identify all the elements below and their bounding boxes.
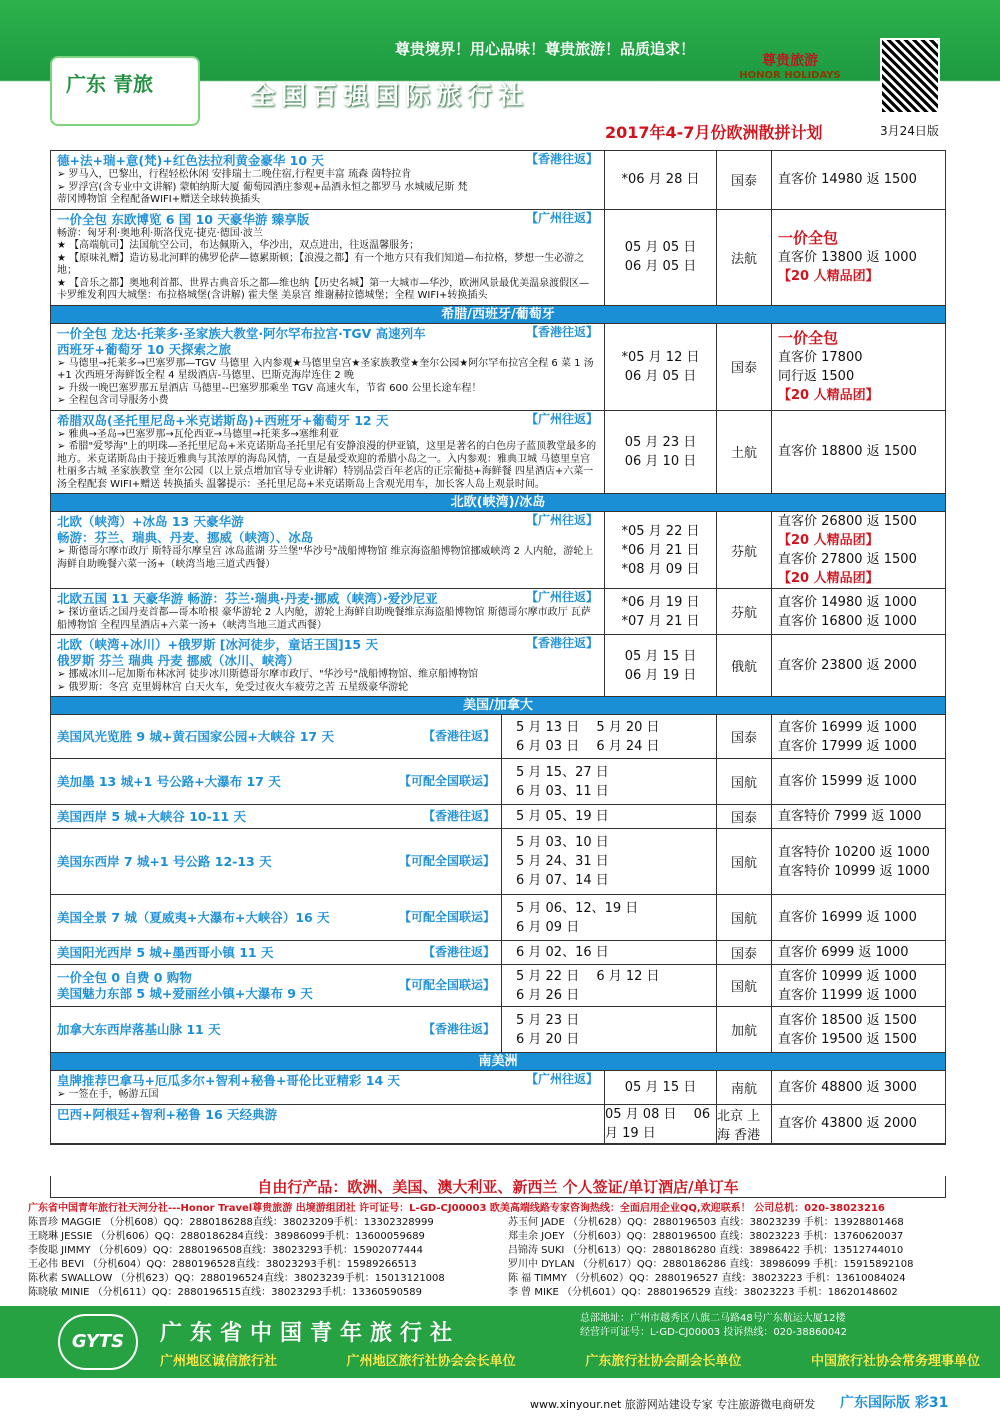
price-item: 【20 人精品团】 bbox=[778, 268, 879, 284]
price-item: 直客价 6999 返 1000 bbox=[778, 945, 909, 960]
tour-description bbox=[51, 941, 501, 964]
website-line: www.xinyour.net 旅游网站建设专家 专注旅游微电商研发 bbox=[530, 1398, 816, 1411]
tour-row bbox=[51, 759, 945, 805]
contact-right: 罗川中 DYLAN （分机617）QQ：2880186286 直线：38986099 手机：15915892108 bbox=[508, 1259, 914, 1270]
tour-row bbox=[51, 512, 945, 589]
section-south-america: 南美洲 bbox=[51, 1053, 945, 1071]
price-block bbox=[771, 895, 945, 940]
tour-description bbox=[51, 635, 604, 696]
tour-table bbox=[50, 150, 946, 1145]
tour-subtitle: 俄罗斯 芬兰 瑞典 丹麦 挪威（冰川、峡湾） bbox=[57, 653, 300, 668]
price-item: 直客价 11999 返 1000 bbox=[778, 987, 917, 1003]
date-item: 6 月 03 日 6 月 24 日 bbox=[516, 738, 660, 754]
price-item: 直客价 16999 返 1000 bbox=[778, 719, 917, 735]
qr-code bbox=[880, 38, 940, 114]
price-item: 【20 人精品团】 bbox=[778, 387, 879, 403]
departure-dates bbox=[604, 1105, 716, 1143]
date-item: *07 月 21 日 bbox=[621, 613, 700, 629]
tour-description bbox=[51, 210, 604, 305]
tour-detail-line: ➢ 俄罗斯：冬宫 克里姆林宫 白天火车，免受过夜火车疲劳之苦 五星级豪华游轮 bbox=[57, 681, 409, 693]
tour-route: 【香港往返】 bbox=[525, 636, 598, 650]
departure-dates bbox=[604, 151, 716, 209]
tour-note: ➢ 一签在手，畅游五国 bbox=[57, 1089, 159, 1100]
departure-dates bbox=[604, 210, 716, 305]
tour-row bbox=[51, 324, 945, 411]
contacts-header: 广东省中国青年旅行社天河分社---Honor Travel尊贵旅游 出境游组团社 许可证号：L-GD-CJ00003 欧美高端线路专家咨询热线：全面启用企业QQ,欢迎联系！ 公司总机：020-38023216 bbox=[28, 1203, 885, 1214]
tour-route: 【香港往返】 bbox=[422, 729, 495, 744]
tour-route: 【香港往返】 bbox=[422, 809, 495, 824]
airline: 南航 bbox=[716, 1071, 771, 1104]
tour-route: 【可配全国联运】 bbox=[398, 978, 495, 993]
price-item: 直客价 16800 返 1000 bbox=[778, 613, 917, 629]
departure-dates bbox=[604, 635, 716, 696]
gdcyts-logo: 广东 青旅 bbox=[50, 56, 200, 126]
tour-route: 【广州往返】 bbox=[525, 513, 598, 527]
date-item: 6 月 09 日 bbox=[516, 919, 580, 935]
section-usa: 美国/加拿大 bbox=[51, 697, 945, 715]
airline: 国泰 bbox=[716, 715, 771, 758]
price-item: 【20 人精品团】 bbox=[778, 571, 879, 586]
tour-detail-line: ➢ 雅典→圣岛→巴塞罗那→瓦伦西亚→马德里→托莱多→塞维利亚 bbox=[57, 428, 339, 440]
contact-right: 郑圭余 JOEY （分机603）QQ：2880196500 直线：38023223 手机：13760620037 bbox=[508, 1231, 904, 1242]
price-item: 直客价 16999 返 1000 bbox=[778, 910, 917, 925]
tour-route: 【广州往返】 bbox=[525, 590, 598, 604]
banner-title: 全国百强国际旅行社 bbox=[250, 81, 530, 110]
price-block bbox=[771, 941, 945, 964]
departure-dates bbox=[501, 715, 716, 758]
bottom-bar bbox=[0, 1390, 1000, 1418]
address-line: 总部地址：广州市越秀区八旗二马路48号广东航运大厦12楼 bbox=[580, 1313, 846, 1324]
tour-detail-line: ★ 【高端航司】法国航空公司，布达佩斯入，华沙出，双点进出，往返温馨服务； bbox=[57, 240, 420, 251]
price-item: 直客价 13800 返 1000 bbox=[778, 249, 917, 265]
association-item: 广州地区诚信旅行社 bbox=[160, 1354, 278, 1369]
date-item: 05 月 23 日 bbox=[624, 434, 697, 450]
date-item: 5 月 15、27 日 bbox=[516, 764, 609, 780]
tour-detail-line: ➢ 罗浮宫(含专业中文讲解) 蒙帕纳斯大厦 葡萄园酒庄参观+品酒永恒之都罗马 水城威尼斯 梵 bbox=[57, 181, 468, 193]
date-item: 5 月 23 日 bbox=[516, 1012, 580, 1028]
tour-route: 【香港往返】 bbox=[422, 1022, 495, 1037]
contact-right: 李 曾 MIKE （分机601）QQ：2880196529 直线：38023223 手机：18620148602 bbox=[508, 1287, 898, 1298]
contact-left: 陈晓敏 MINIE （分机611）QQ：2880196515直线：38023293手机：13360590589 bbox=[28, 1287, 423, 1298]
airline: 俄航 bbox=[716, 635, 771, 696]
tour-title: 北欧五国 11 天豪华游 畅游：芬兰·瑞典·丹麦·挪威（峡湾）·爱沙尼亚 bbox=[57, 591, 438, 606]
date-item: 05 月 08 日 06 月 19 日 bbox=[605, 1106, 711, 1141]
contact-left: 王晓琳 JESSIE （分机606）QQ：2880186284直线：38986099手机：13600059689 bbox=[28, 1231, 425, 1242]
date-item: 6 月 07、14 日 bbox=[516, 873, 609, 888]
price-block bbox=[771, 411, 945, 494]
price-block bbox=[771, 635, 945, 696]
section-greece: 希腊/西班牙/葡萄牙 bbox=[51, 306, 945, 324]
tour-detail-line: ➢ 全程包含司导服务小费 bbox=[57, 395, 169, 406]
tour-detail-line: ➢ 希腊"爱琴海"上的明珠—圣托里尼岛+米克诺斯岛圣托里尼有安静浪漫的伊亚镇，这里是著名的白色房子蓝顶教堂最多的地方。米克诺斯岛由于接近雅典与其浓厚的海岛风情，一直是最受欢迎的希腊小岛之一。入内参观：雅典卫城 马德里皇宫 杜丽多古城 圣家族教堂 奎尔公园（以上景点增加官导专业讲解）特别品尝百年老店的正宗葡挞+海鲜餐 四星酒店+六菜一汤全程配套 WIFI+赠送 转换插头 温馨提示：圣托里尼岛+米克诺斯岛上含观光用车，加长客人岛上观景时间。 bbox=[57, 441, 597, 490]
tour-description bbox=[51, 1071, 604, 1104]
section-nordic: 北欧(峡湾)/冰岛 bbox=[51, 494, 945, 512]
airline: 芬航 bbox=[716, 512, 771, 588]
honor-en: HONOR HOLIDAYS bbox=[739, 70, 841, 81]
tour-subtitle: 西班牙+葡萄牙 10 天探索之旅 bbox=[57, 341, 232, 357]
tour-route: 【香港往返】 bbox=[525, 324, 598, 339]
tour-title: 德+法+瑞+意(梵)+红色法拉利黄金豪华 10 天 bbox=[57, 153, 324, 168]
tour-row bbox=[51, 965, 945, 1007]
airline: 国航 bbox=[716, 895, 771, 940]
date-item: 6 月 03、11 日 bbox=[516, 783, 609, 799]
date-item: *05 月 22 日 bbox=[621, 523, 700, 539]
tour-title: 北欧（峡湾+冰川）+俄罗斯 [冰河徒步，童话王国]15 天 bbox=[57, 637, 378, 652]
tour-description bbox=[51, 805, 501, 828]
tour-detail-line: ★ 【音乐之都】奥地利首都、世界古典音乐之都—维也纳【历史名城】第一大城市—华沙，欧洲风景最优美温泉渡假区—卡罗维发利四大城堡：布拉格城堡(含讲解) 霍夫堡 美泉宫 维谢赫拉德城堡；全程 WIFI+转换插头 bbox=[57, 277, 590, 301]
tour-description bbox=[51, 1007, 501, 1052]
departure-dates bbox=[604, 411, 716, 494]
price-item: 直客价 48800 返 3000 bbox=[778, 1079, 917, 1095]
tour-description bbox=[51, 895, 501, 940]
price-item: 直客价 14980 返 1500 bbox=[778, 172, 917, 188]
tour-route: 【可配全国联运】 bbox=[398, 910, 495, 925]
tour-row bbox=[51, 589, 945, 635]
contact-right: 苏玉何 JADE （分机628）QQ：2880196503 直线：38023239 手机：13928801468 bbox=[508, 1217, 904, 1228]
tour-title: 美国风光览胜 9 城+黄石国家公园+大峡谷 17 天 bbox=[57, 728, 334, 744]
airline: 芬航 bbox=[716, 589, 771, 634]
date-item: 6 月 26 日 bbox=[516, 987, 580, 1003]
tour-title: 一价全包 东欧博览 6 国 10 天豪华游 臻享版 bbox=[57, 211, 310, 227]
tour-route: 【广州往返】 bbox=[525, 411, 598, 426]
tour-description bbox=[51, 829, 501, 894]
license-line: 经营许可证号：L-GD-CJ00003 投诉热线：020-38860042 bbox=[580, 1327, 847, 1338]
departure-dates bbox=[604, 1071, 716, 1104]
airline: 土航 bbox=[716, 411, 771, 494]
tour-description bbox=[51, 589, 604, 634]
price-item: 直客价 27800 返 1500 bbox=[778, 552, 917, 567]
airline: 国泰 bbox=[716, 941, 771, 964]
departure-dates bbox=[604, 512, 716, 588]
price-block bbox=[771, 151, 945, 209]
date-item: 6 月 20 日 bbox=[516, 1031, 580, 1047]
tour-description bbox=[51, 411, 604, 494]
contact-left: 陈秋素 SWALLOW （分机623）QQ：2880196524直线：38023239手机：15013121008 bbox=[28, 1273, 445, 1284]
tour-detail-line: ➢ 升级一晚巴塞罗那五星酒店 马德里--巴塞罗那乘坐 TGV 高速火车，节省 600 公里长途车程！ bbox=[57, 382, 482, 394]
date-item: 5 月 03、10 日 bbox=[516, 835, 609, 850]
price-block bbox=[771, 324, 945, 410]
honor-cn: 尊贵旅游 bbox=[762, 53, 818, 69]
departure-dates bbox=[501, 941, 716, 964]
airline: 国泰 bbox=[716, 151, 771, 209]
tour-row bbox=[51, 829, 945, 895]
tour-title: 加拿大东西岸落基山脉 11 天 bbox=[57, 1021, 221, 1037]
tour-row bbox=[51, 151, 945, 210]
price-block bbox=[771, 1071, 945, 1104]
tour-row bbox=[51, 941, 945, 965]
price-item: 直客特价 10200 返 1000 bbox=[778, 844, 930, 860]
price-block bbox=[771, 829, 945, 894]
version-label: 3月24日版 bbox=[880, 124, 939, 138]
departure-dates bbox=[604, 324, 716, 410]
date-item: 05 月 05 日 bbox=[624, 240, 697, 255]
tour-row bbox=[51, 210, 945, 306]
contact-right: 吕锦涛 SUKI （分机613）QQ：2880186280 直线：38986422 手机：13512744010 bbox=[508, 1245, 904, 1256]
date-item: 5 月 24、31 日 bbox=[516, 854, 609, 869]
airline: 法航 bbox=[716, 210, 771, 305]
price-item: 【20 人精品团】 bbox=[778, 533, 879, 548]
association-item: 中国旅行社协会常务理事单位 bbox=[810, 1354, 980, 1369]
date-item: 06 月 05 日 bbox=[624, 259, 697, 274]
tour-route: 【广州往返】 bbox=[525, 1072, 598, 1086]
date-item: 06 月 05 日 bbox=[624, 368, 697, 384]
price-block bbox=[771, 759, 945, 804]
association-item: 广州地区旅行社协会会长单位 bbox=[346, 1354, 516, 1369]
price-item: 直客价 15999 返 1000 bbox=[778, 774, 917, 789]
price-block bbox=[771, 715, 945, 758]
departure-dates bbox=[501, 895, 716, 940]
tour-title: 北欧（峡湾）+冰岛 13 天豪华游 bbox=[57, 514, 244, 529]
tour-row bbox=[51, 895, 945, 941]
airline: 国航 bbox=[716, 965, 771, 1006]
tour-description bbox=[51, 759, 501, 804]
contact-left: 李俊聪 JIMMY （分机609）QQ：2880196508直线：38023293手机：15902077444 bbox=[28, 1245, 423, 1256]
airline: 加航 bbox=[716, 1007, 771, 1052]
price-item: 直客价 19500 返 1500 bbox=[778, 1031, 917, 1047]
airline: 国航 bbox=[716, 759, 771, 804]
tour-row bbox=[51, 715, 945, 759]
departure-dates bbox=[501, 805, 716, 828]
price-block bbox=[771, 1007, 945, 1052]
price-item: 直客价 14980 返 1000 bbox=[778, 594, 917, 610]
departure-dates bbox=[501, 965, 716, 1006]
contact-left: 王必伟 BEVI （分机604）QQ：2880196528直线：38023293手机：15989266513 bbox=[28, 1259, 417, 1270]
tour-description bbox=[51, 151, 604, 209]
tour-detail-line: ➢ 马德里→托莱多→巴塞罗那—TGV 马德里 入内参观★马德里皇宫★圣家族教堂★奎尔公园★阿尔罕布拉宫全程 6 菜 1 汤+1 次西班牙海鲜饭全程 4 星级酒店-马德里、巴斯克海岸连住 2 晚 bbox=[57, 357, 594, 381]
departure-dates bbox=[501, 1007, 716, 1052]
price-block bbox=[771, 589, 945, 634]
date-item: 05 月 15 日 bbox=[624, 1079, 697, 1095]
price-item: 直客价 23800 返 2000 bbox=[778, 658, 917, 673]
tour-title: 美国西岸 5 城+大峡谷 10-11 天 bbox=[57, 808, 247, 824]
tour-route: 【可配全国联运】 bbox=[398, 854, 495, 869]
date-item: 5 月 05、19 日 bbox=[516, 809, 609, 824]
tour-row bbox=[51, 1071, 945, 1105]
tour-title: 希腊双岛(圣托里尼岛+米克诺斯岛)+西班牙+葡萄牙 12 天 bbox=[57, 412, 389, 428]
plan-title: 2017年4-7月份欧洲散拼计划 bbox=[605, 123, 823, 142]
date-item: *06 月 28 日 bbox=[621, 172, 700, 188]
tour-title: 巴西+阿根廷+智利+秘鲁 16 天经典游 bbox=[57, 1106, 278, 1122]
footer-address bbox=[580, 1312, 847, 1340]
price-item: 直客价 26800 返 1500 bbox=[778, 514, 917, 529]
airline: 国泰 bbox=[716, 324, 771, 410]
price-item: 直客价 17800 bbox=[778, 349, 863, 365]
price-item: 同行返 1500 bbox=[778, 368, 855, 384]
price-item: 直客价 18500 返 1500 bbox=[778, 1012, 917, 1028]
slogan: 尊贵境界！用心品味！尊贵旅游！品质追求！ bbox=[395, 40, 696, 58]
tour-description bbox=[51, 324, 604, 410]
contacts-block bbox=[28, 1202, 972, 1300]
price-item: 直客价 17999 返 1000 bbox=[778, 738, 917, 754]
tour-detail-line: ★ 【原味礼赠】造访易北河畔的佛罗伦萨—德累斯顿；【浪漫之都】有一个地方只有我们知道—布拉格，梦想一生必游之地； bbox=[57, 252, 585, 276]
date-item: *05 月 12 日 bbox=[621, 349, 700, 365]
gyts-logo: GYTS bbox=[58, 1314, 138, 1370]
date-item: *06 月 21 日 bbox=[621, 542, 700, 558]
departure-dates bbox=[501, 759, 716, 804]
price-block bbox=[771, 210, 945, 305]
tour-title-block bbox=[57, 970, 399, 1002]
departure-dates bbox=[604, 589, 716, 634]
header-banner bbox=[0, 0, 1000, 146]
price-block bbox=[771, 1105, 945, 1143]
tour-description bbox=[51, 965, 501, 1006]
tour-description bbox=[51, 1105, 604, 1143]
tour-detail-line: ➢ 斯德哥尔摩市政厅 斯特哥尔摩皇宫 冰岛蓝湖 芬兰堡"华沙号"战船博物馆 维京海盗船博物馆挪威峡湾 2 人内舱，游轮上海鲜自助晚餐六菜一汤+（峡湾当地三道式西餐） bbox=[57, 546, 594, 570]
price-item: 直客特价 10999 返 1000 bbox=[778, 863, 930, 879]
tour-detail-line: ➢ 挪威冰川--尼加斯布林冰河 徒步冰川斯德哥尔摩市政厅、"华沙号"战船博物馆、维京船博物馆 bbox=[57, 669, 479, 680]
tour-title: 美国魅力东部 5 城+爱丽丝小镇+大瀑布 9 天 bbox=[57, 985, 313, 1001]
tour-detail-line: 蒂冈博物馆 全程配备WIFI+赠送全球转换插头 bbox=[57, 194, 261, 205]
tour-title: 一价全包 龙达·托莱多·圣家族大教堂·阿尔罕布拉宫·TGV 高速列车 bbox=[57, 325, 426, 341]
airline: 国航 bbox=[716, 829, 771, 894]
contact-left: 陈晋珍 MAGGIE （分机608）QQ：2880186288直线：38023209手机：13302328999 bbox=[28, 1217, 434, 1228]
tour-subtitle: 畅游：芬兰、瑞典、丹麦、挪威（峡湾）、冰岛 bbox=[57, 530, 314, 545]
tour-route: 【可配全国联运】 bbox=[398, 774, 495, 789]
date-item: 06 月 19 日 bbox=[624, 667, 697, 683]
date-item: 5 月 22 日 6 月 12 日 bbox=[516, 968, 660, 984]
tour-row bbox=[51, 1007, 945, 1053]
tour-description bbox=[51, 715, 501, 758]
price-item: 直客价 43800 返 2000 bbox=[778, 1116, 917, 1131]
tour-title: 美国全景 7 城（夏威夷+大瀑布+大峡谷）16 天 bbox=[57, 909, 330, 925]
tour-title: 皇牌推荐巴拿马+厄瓜多尔+智利+秘鲁+哥伦比亚精彩 14 天 bbox=[57, 1073, 400, 1088]
price-block bbox=[771, 805, 945, 828]
tour-detail-line: 畅游：匈牙利·奥地利·斯洛伐克·捷克·德国·波兰 bbox=[57, 227, 263, 239]
price-item: 一价全包 bbox=[778, 228, 839, 247]
tour-row bbox=[51, 411, 945, 495]
departure-dates bbox=[501, 829, 716, 894]
date-item: 05 月 15 日 bbox=[624, 648, 697, 664]
price-item: 直客价 18800 返 1500 bbox=[778, 444, 917, 460]
date-item: 5 月 13 日 5 月 20 日 bbox=[516, 719, 660, 735]
tour-subtitle: 一价全包 0 自费 0 购物 bbox=[57, 969, 192, 985]
tour-route: 【香港往返】 bbox=[525, 152, 598, 166]
tour-row bbox=[51, 1105, 945, 1144]
price-item: 直客特价 7999 返 1000 bbox=[778, 809, 922, 824]
date-item: 06 月 10 日 bbox=[624, 453, 697, 469]
airline: 北京 上海 香港 bbox=[716, 1105, 771, 1143]
date-item: 6 月 02、16 日 bbox=[516, 945, 609, 960]
tour-title: 美加墨 13 城+1 号公路+大瀑布 17 天 bbox=[57, 773, 281, 789]
contact-right: 陈 福 TIMMY （分机602）QQ：2880196527 直线：38023223 手机：13610084024 bbox=[508, 1273, 906, 1284]
tour-detail-line: ➢ 探访童话之国丹麦首都—哥本哈根 豪华游轮 2 人内舱，游轮上海鲜自助晚餐维京海盗船博物馆 斯德哥尔摩市政厅 瓦萨船博物馆 全程四星酒店+六菜一汤+（峡湾当地三道式西餐） bbox=[57, 607, 591, 631]
date-item: 5 月 06、12、19 日 bbox=[516, 900, 639, 916]
airline: 国泰 bbox=[716, 805, 771, 828]
tour-row bbox=[51, 805, 945, 829]
free-travel-line: 自由行产品：欧洲、美国、澳大利亚、新西兰 个人签证/单订酒店/单订车 bbox=[50, 1176, 946, 1198]
tour-detail-line: ➢ 罗马入，巴黎出，行程轻松休闲 安排瑞士二晚住宿,行程更丰富 琉森 茵特拉肯 bbox=[57, 169, 412, 180]
honor-holidays-logo bbox=[715, 40, 865, 100]
price-item: 一价全包 bbox=[778, 328, 839, 347]
price-block bbox=[771, 965, 945, 1006]
price-block bbox=[771, 512, 945, 588]
footer-banner bbox=[0, 1306, 1000, 1378]
price-item: 直客价 10999 返 1000 bbox=[778, 968, 917, 984]
tour-route: 【广州往返】 bbox=[525, 210, 598, 225]
date-item: *06 月 19 日 bbox=[621, 594, 700, 610]
tour-route: 【香港往返】 bbox=[422, 945, 495, 960]
tour-row bbox=[51, 635, 945, 697]
tour-description bbox=[51, 512, 604, 588]
tour-title: 美国东西岸 7 城+1 号公路 12-13 天 bbox=[57, 853, 272, 869]
date-item: *08 月 09 日 bbox=[621, 561, 700, 577]
footer-company: 广东省中国青年旅行社 bbox=[160, 1321, 461, 1346]
association-item: 广东旅行社协会副会长单位 bbox=[585, 1354, 742, 1369]
page-label: 广东国际版 彩31 bbox=[840, 1395, 949, 1411]
tour-title: 美国阳光西岸 5 城+墨西哥小镇 11 天 bbox=[57, 944, 274, 960]
